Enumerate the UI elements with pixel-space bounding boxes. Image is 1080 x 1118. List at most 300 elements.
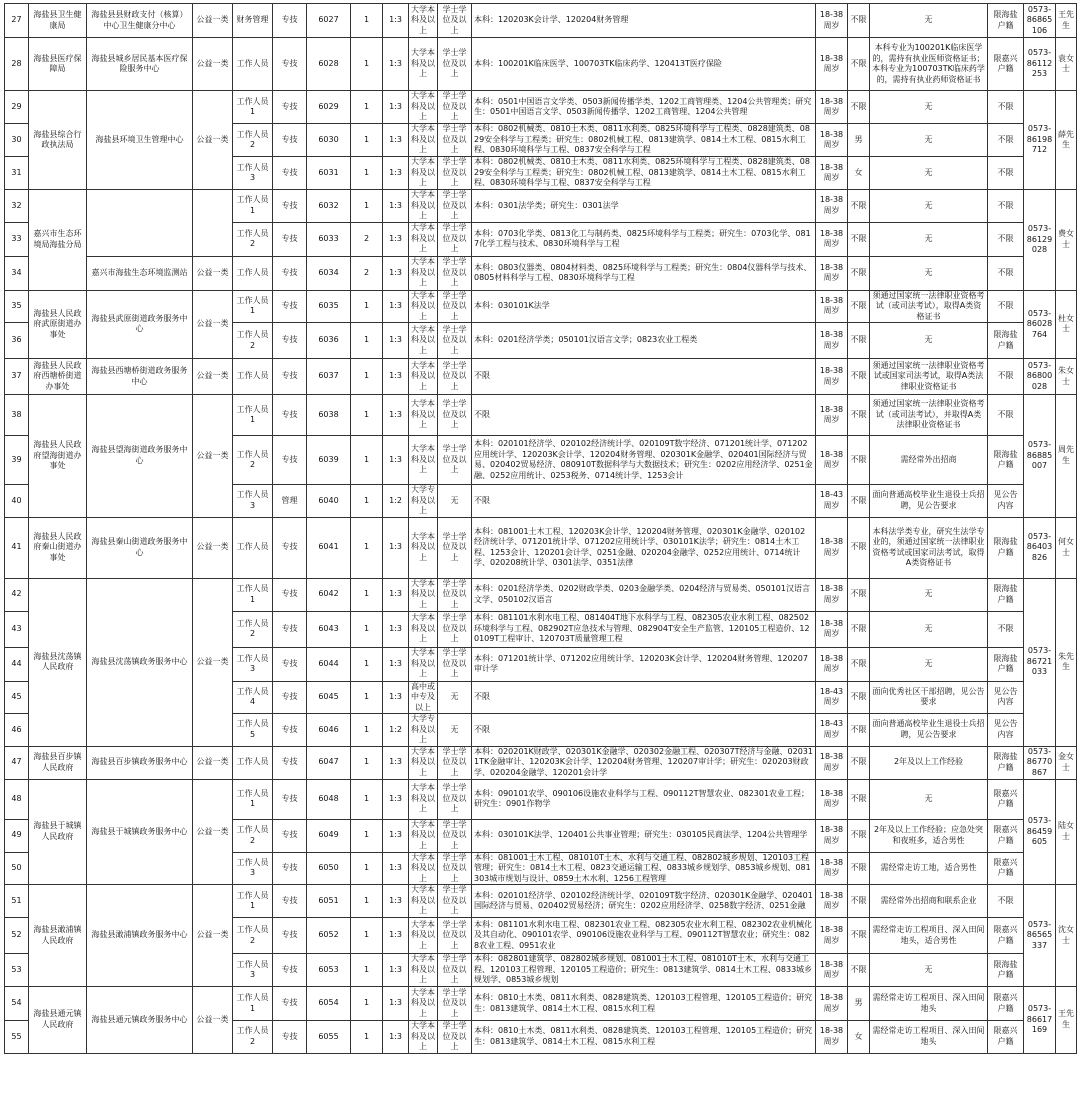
cell-code: 6032: [307, 190, 351, 223]
cell-unit: 海盐县县财政支付（核算）中心卫生健康分中心: [87, 4, 193, 38]
cell-no: 31: [5, 157, 29, 190]
cell-deg: 学士学位及以上: [438, 819, 472, 852]
cell-age: 18-38周岁: [816, 222, 848, 256]
cell-no: 50: [5, 852, 29, 885]
cell-other: 无: [870, 157, 988, 190]
cell-sex: 不限: [848, 91, 870, 124]
recruitment-table: [4, 3, 1077, 1054]
cell-age: 18-38周岁: [816, 323, 848, 359]
cell-type: 专技: [273, 714, 307, 747]
cell-age: 18-38周岁: [816, 852, 848, 885]
cell-edu: 大学本科及以上: [409, 578, 438, 611]
cell-hukou: 限嘉兴户籍: [988, 852, 1024, 885]
cell-code: 6029: [307, 91, 351, 124]
cell-deg: 学士学位及以上: [438, 954, 472, 987]
cell-sex: 不限: [848, 4, 870, 38]
cell-type: 专技: [273, 290, 307, 323]
cell-code: 6050: [307, 852, 351, 885]
cell-cat: 公益一类: [193, 290, 233, 359]
cell-ratio: 1:3: [383, 852, 409, 885]
cell-type: 专技: [273, 779, 307, 819]
cell-age: 18-38周岁: [816, 157, 848, 190]
cell-edu: 大学本科及以上: [409, 222, 438, 256]
cell-sex: 不限: [848, 436, 870, 485]
cell-phone: 0573-86403826: [1024, 517, 1056, 578]
cell-edu: 大学本科及以上: [409, 4, 438, 38]
cell-sex: 不限: [848, 885, 870, 918]
cell-no: 44: [5, 647, 29, 681]
cell-hukou: 见公告内容: [988, 681, 1024, 714]
cell-dept: 海盐县百步镇人民政府: [29, 746, 87, 779]
cell-type: 专技: [273, 517, 307, 578]
cell-sex: 不限: [848, 395, 870, 436]
cell-pos: 工作人员3: [233, 485, 273, 518]
cell-num: 1: [351, 290, 383, 323]
cell-no: 29: [5, 91, 29, 124]
cell-deg: 学士学位及以上: [438, 157, 472, 190]
cell-hukou: 不限: [988, 190, 1024, 223]
cell-code: 6036: [307, 323, 351, 359]
cell-num: 1: [351, 436, 383, 485]
cell-edu: 大学本科及以上: [409, 852, 438, 885]
cell-num: 1: [351, 647, 383, 681]
cell-cat: 公益一类: [193, 4, 233, 38]
cell-cat: 公益一类: [193, 987, 233, 1054]
cell-code: 6042: [307, 578, 351, 611]
cell-deg: 学士学位及以上: [438, 611, 472, 647]
cell-num: 1: [351, 918, 383, 954]
cell-sex: 不限: [848, 819, 870, 852]
cell-other: 无: [870, 954, 988, 987]
cell-contact: 金女士: [1056, 746, 1077, 779]
cell-other: 须通过国家统一法律职业资格考试（或司法考试），取得A类资格证书: [870, 290, 988, 323]
cell-no: 32: [5, 190, 29, 223]
cell-sex: 不限: [848, 918, 870, 954]
cell-other: 需经常外出招商: [870, 436, 988, 485]
cell-ratio: 1:2: [383, 714, 409, 747]
cell-num: 1: [351, 517, 383, 578]
table-row: [5, 578, 1077, 611]
cell-type: 专技: [273, 256, 307, 290]
cell-other: 无: [870, 91, 988, 124]
cell-sex: 女: [848, 157, 870, 190]
cell-unit: 海盐县城乡居民基本医疗保险服务中心: [87, 38, 193, 91]
cell-code: 6031: [307, 157, 351, 190]
cell-other: 须通过国家统一法律职业资格考试或国家司法考试，取得A类法律职业资格证书: [870, 359, 988, 395]
cell-sex: 男: [848, 124, 870, 157]
cell-deg: 学士学位及以上: [438, 746, 472, 779]
cell-num: 1: [351, 819, 383, 852]
cell-sex: 不限: [848, 681, 870, 714]
cell-hukou: 不限: [988, 91, 1024, 124]
cell-type: 专技: [273, 38, 307, 91]
cell-type: 专技: [273, 746, 307, 779]
cell-code: 6046: [307, 714, 351, 747]
cell-ratio: 1:3: [383, 436, 409, 485]
cell-ratio: 1:3: [383, 395, 409, 436]
table-row: [5, 779, 1077, 819]
cell-contact: 朱女士: [1056, 359, 1077, 395]
cell-unit: [87, 190, 193, 257]
cell-deg: 学士学位及以上: [438, 359, 472, 395]
cell-ratio: 1:3: [383, 885, 409, 918]
cell-ratio: 1:3: [383, 681, 409, 714]
cell-no: 39: [5, 436, 29, 485]
cell-contact: 王先生: [1056, 4, 1077, 38]
cell-no: 34: [5, 256, 29, 290]
cell-hukou: 见公告内容: [988, 485, 1024, 518]
cell-deg: 无: [438, 485, 472, 518]
cell-age: 18-38周岁: [816, 4, 848, 38]
cell-ratio: 1:3: [383, 1021, 409, 1054]
cell-age: 18-38周岁: [816, 91, 848, 124]
table-row: [5, 4, 1077, 38]
cell-edu: 高中或中专及以上: [409, 681, 438, 714]
cell-hukou: 限海盐户籍: [988, 578, 1024, 611]
table-row: [5, 91, 1077, 124]
cell-phone: 0573-86800028: [1024, 359, 1056, 395]
cell-no: 48: [5, 779, 29, 819]
cell-ratio: 1:3: [383, 779, 409, 819]
cell-deg: 学士学位及以上: [438, 4, 472, 38]
cell-num: 2: [351, 256, 383, 290]
cell-unit: 海盐县百步镇政务服务中心: [87, 746, 193, 779]
cell-hukou: 不限: [988, 359, 1024, 395]
cell-other: 2年及以上工作经验: [870, 746, 988, 779]
cell-dept: 海盐县澉浦镇人民政府: [29, 885, 87, 987]
cell-deg: 学士学位及以上: [438, 885, 472, 918]
cell-other: 无: [870, 4, 988, 38]
cell-age: 18-38周岁: [816, 987, 848, 1021]
cell-num: 1: [351, 395, 383, 436]
cell-other: 无: [870, 222, 988, 256]
cell-edu: 大学本科及以上: [409, 157, 438, 190]
cell-num: 1: [351, 38, 383, 91]
cell-no: 51: [5, 885, 29, 918]
cell-edu: 大学本科及以上: [409, 987, 438, 1021]
cell-deg: 学士学位及以上: [438, 852, 472, 885]
cell-phone: 0573-86865106: [1024, 4, 1056, 38]
cell-type: 管理: [273, 485, 307, 518]
cell-deg: 学士学位及以上: [438, 256, 472, 290]
cell-contact: 王先生: [1056, 987, 1077, 1054]
cell-num: 1: [351, 611, 383, 647]
cell-cat: 公益一类: [193, 517, 233, 578]
cell-code: 6045: [307, 681, 351, 714]
cell-other: 本科专业为100201K临床医学的，需持有执业医师资格证书；本科专业为100703TK临床药学的，需持有执业药师资格证书: [870, 38, 988, 91]
cell-hukou: 不限: [988, 157, 1024, 190]
cell-other: 2年及以上工作经验；应急处突和夜班多，适合男性: [870, 819, 988, 852]
cell-age: 18-38周岁: [816, 746, 848, 779]
cell-hukou: 限海盐户籍: [988, 436, 1024, 485]
cell-sex: 不限: [848, 190, 870, 223]
cell-other: 无: [870, 124, 988, 157]
cell-other: 无: [870, 779, 988, 819]
cell-no: 55: [5, 1021, 29, 1054]
cell-req: 本科：0810土木类、0811水利类、0828建筑类、120103工程管理、120105工程造价；研究生：0813建筑学、0814土木工程、0815水利工程: [472, 987, 816, 1021]
cell-code: 6040: [307, 485, 351, 518]
cell-phone: 0573-86028764: [1024, 290, 1056, 359]
cell-cat: 公益一类: [193, 91, 233, 190]
cell-sex: 不限: [848, 256, 870, 290]
cell-type: 专技: [273, 918, 307, 954]
cell-type: 专技: [273, 157, 307, 190]
cell-code: 6038: [307, 395, 351, 436]
cell-code: 6054: [307, 987, 351, 1021]
cell-dept: 海盐县人民政府望海街道办事处: [29, 395, 87, 518]
cell-hukou: 限嘉兴户籍: [988, 38, 1024, 91]
cell-type: 专技: [273, 436, 307, 485]
cell-other: 面向普通高校毕业生退役士兵招聘，见公告要求: [870, 714, 988, 747]
cell-req: 本科：030101K法学: [472, 290, 816, 323]
cell-type: 专技: [273, 578, 307, 611]
cell-pos: 工作人员2: [233, 222, 273, 256]
cell-code: 6039: [307, 436, 351, 485]
cell-type: 专技: [273, 1021, 307, 1054]
cell-no: 43: [5, 611, 29, 647]
cell-unit: 海盐县环境卫生管理中心: [87, 91, 193, 190]
cell-edu: 大学本科及以上: [409, 290, 438, 323]
cell-no: 49: [5, 819, 29, 852]
table-body: [5, 4, 1077, 1054]
cell-edu: 大学本科及以上: [409, 256, 438, 290]
cell-req: 本科：081101水利水电工程、081404T地下水科学与工程、082305农业水利工程、082502环境科学与工程、082902T应急技术与管理、082904T安全生产监管、120105工程造价、120109T工程审计、120703T质量管理工程: [472, 611, 816, 647]
cell-hukou: 限嘉兴户籍: [988, 918, 1024, 954]
cell-hukou: 不限: [988, 222, 1024, 256]
cell-code: 6052: [307, 918, 351, 954]
cell-contact: 薛先生: [1056, 91, 1077, 190]
cell-req: 本科：100201K临床医学、100703TK临床药学、120413T医疗保险: [472, 38, 816, 91]
cell-pos: 工作人员3: [233, 852, 273, 885]
cell-req: 本科：120203K会计学、120204财务管理: [472, 4, 816, 38]
cell-sex: 不限: [848, 323, 870, 359]
cell-deg: 无: [438, 681, 472, 714]
cell-deg: 学士学位及以上: [438, 91, 472, 124]
cell-pos: 工作人员1: [233, 578, 273, 611]
cell-age: 18-38周岁: [816, 954, 848, 987]
cell-pos: 工作人员3: [233, 954, 273, 987]
cell-unit: 海盐县于城镇政务服务中心: [87, 779, 193, 885]
cell-edu: 大学本科及以上: [409, 1021, 438, 1054]
cell-unit: 海盐县沈荡镇政务服务中心: [87, 578, 193, 746]
cell-type: 专技: [273, 852, 307, 885]
cell-req: 本科：081001土木工程、081010T土木、水利与交通工程、082802城乡规划、120103工程管理；研究生：0814土木工程、0823交通运输工程、0833城乡规划学、0853城乡规划、081303城市规划与设计、0859土木水利、1256工程管理: [472, 852, 816, 885]
cell-num: 1: [351, 578, 383, 611]
cell-pos: 工作人员1: [233, 885, 273, 918]
cell-req: 本科：081001土木工程、120203K会计学、120204财务管理、020301K金融学、020102经济统计学、071201统计学、071202应用统计学、030101K法学；研究生：0814土木工程、1253会计、120201会计学、0251金融、020204金融学、0252应用统计、0714统计学、020208统计学、0301法学、0351法律: [472, 517, 816, 578]
cell-ratio: 1:3: [383, 819, 409, 852]
cell-deg: 学士学位及以上: [438, 124, 472, 157]
cell-deg: 学士学位及以上: [438, 578, 472, 611]
cell-edu: 大学专科及以上: [409, 714, 438, 747]
cell-code: 6049: [307, 819, 351, 852]
cell-unit: 海盐县通元镇政务服务中心: [87, 987, 193, 1054]
cell-req: 本科：0501中国语言文学类、0503新闻传播学类、1202工商管理类、1204公共管理类；研究生：0501中国语言文学、0503新闻传播学、1202工商管理、1204公共管理: [472, 91, 816, 124]
cell-num: 1: [351, 954, 383, 987]
cell-age: 18-43周岁: [816, 681, 848, 714]
cell-unit: 海盐县澉浦镇政务服务中心: [87, 885, 193, 987]
cell-num: 1: [351, 681, 383, 714]
cell-num: 1: [351, 714, 383, 747]
cell-edu: 大学本科及以上: [409, 359, 438, 395]
cell-unit: 海盐县望海街道政务服务中心: [87, 395, 193, 518]
cell-num: 1: [351, 359, 383, 395]
cell-num: 1: [351, 485, 383, 518]
cell-pos: 工作人员: [233, 517, 273, 578]
cell-pos: 工作人员2: [233, 918, 273, 954]
cell-req: 不限: [472, 714, 816, 747]
cell-num: 1: [351, 852, 383, 885]
cell-req: 本科：0803仪器类、0804材料类、0825环境科学与工程类；研究生：0804仪器科学与技术、0805材料科学与工程、0830环境科学与工程: [472, 256, 816, 290]
cell-phone: 0573-86198712: [1024, 91, 1056, 190]
cell-pos: 财务管理: [233, 4, 273, 38]
cell-no: 54: [5, 987, 29, 1021]
cell-num: 1: [351, 91, 383, 124]
cell-num: 1: [351, 124, 383, 157]
cell-type: 专技: [273, 819, 307, 852]
cell-age: 18-38周岁: [816, 611, 848, 647]
cell-other: 需经常走访工地，适合男性: [870, 852, 988, 885]
table-row: [5, 190, 1077, 223]
cell-code: 6037: [307, 359, 351, 395]
cell-hukou: 限嘉兴户籍: [988, 779, 1024, 819]
cell-ratio: 1:3: [383, 190, 409, 223]
cell-dept: 海盐县人民政府秦山街道办事处: [29, 517, 87, 578]
cell-hukou: 限海盐户籍: [988, 746, 1024, 779]
cell-age: 18-38周岁: [816, 436, 848, 485]
cell-edu: 大学本科及以上: [409, 395, 438, 436]
cell-dept: 海盐县医疗保障局: [29, 38, 87, 91]
cell-unit: 海盐县武原街道政务服务中心: [87, 290, 193, 359]
cell-age: 18-43周岁: [816, 714, 848, 747]
cell-other: 需经常走访工程项目、深入田间地头: [870, 987, 988, 1021]
cell-req: 本科：020201K财政学、020301K金融学、020302金融工程、020307T经济与金融、020311TK金融审计、120203K会计学、120204财务管理、120207审计学；研究生：020203财政学、020204金融学、120201会计学: [472, 746, 816, 779]
table-row: [5, 885, 1077, 918]
cell-dept: 海盐县通元镇人民政府: [29, 987, 87, 1054]
cell-age: 18-38周岁: [816, 779, 848, 819]
cell-deg: 学士学位及以上: [438, 987, 472, 1021]
cell-age: 18-38周岁: [816, 918, 848, 954]
cell-sex: 不限: [848, 517, 870, 578]
cell-phone: 0573-86112253: [1024, 38, 1056, 91]
cell-sex: 不限: [848, 714, 870, 747]
cell-type: 专技: [273, 395, 307, 436]
cell-deg: 学士学位及以上: [438, 779, 472, 819]
cell-deg: 学士学位及以上: [438, 395, 472, 436]
cell-code: 6051: [307, 885, 351, 918]
cell-phone: 0573-86459605: [1024, 779, 1056, 885]
cell-edu: 大学本科及以上: [409, 436, 438, 485]
cell-req: 本科：0810土木类、0811水利类、0828建筑类、120103工程管理、120105工程造价；研究生：0813建筑学、0814土木工程、0815水利工程: [472, 1021, 816, 1054]
table-row: [5, 517, 1077, 578]
cell-edu: 大学本科及以上: [409, 190, 438, 223]
cell-phone: 0573-86770867: [1024, 746, 1056, 779]
cell-code: 6048: [307, 779, 351, 819]
cell-pos: 工作人员5: [233, 714, 273, 747]
cell-type: 专技: [273, 647, 307, 681]
cell-sex: 不限: [848, 746, 870, 779]
cell-type: 专技: [273, 681, 307, 714]
cell-pos: 工作人员2: [233, 436, 273, 485]
cell-sex: 不限: [848, 38, 870, 91]
cell-num: 2: [351, 222, 383, 256]
cell-age: 18-38周岁: [816, 885, 848, 918]
cell-deg: 学士学位及以上: [438, 222, 472, 256]
cell-no: 47: [5, 746, 29, 779]
cell-no: 46: [5, 714, 29, 747]
cell-req: 本科：0201经济学类、0202财政学类、0203金融学类、0204经济与贸易类、050101汉语言文学、050102汉语言: [472, 578, 816, 611]
cell-num: 1: [351, 987, 383, 1021]
cell-pos: 工作人员2: [233, 819, 273, 852]
cell-edu: 大学本科及以上: [409, 819, 438, 852]
cell-age: 18-38周岁: [816, 359, 848, 395]
cell-req: 不限: [472, 485, 816, 518]
cell-deg: 学士学位及以上: [438, 38, 472, 91]
cell-other: 需经常外出招商和联系企业: [870, 885, 988, 918]
cell-sex: 不限: [848, 954, 870, 987]
cell-no: 52: [5, 918, 29, 954]
cell-phone: 0573-86885007: [1024, 395, 1056, 518]
cell-ratio: 1:3: [383, 611, 409, 647]
cell-sex: 不限: [848, 852, 870, 885]
cell-sex: 不限: [848, 578, 870, 611]
cell-pos: 工作人员: [233, 38, 273, 91]
table-row: [5, 290, 1077, 323]
cell-cat: 公益一类: [193, 256, 233, 290]
cell-no: 27: [5, 4, 29, 38]
cell-hukou: 限嘉兴户籍: [988, 987, 1024, 1021]
cell-deg: 无: [438, 714, 472, 747]
cell-deg: 学士学位及以上: [438, 1021, 472, 1054]
cell-sex: 男: [848, 987, 870, 1021]
cell-code: 6033: [307, 222, 351, 256]
cell-hukou: 不限: [988, 124, 1024, 157]
cell-code: 6053: [307, 954, 351, 987]
cell-contact: 何女士: [1056, 517, 1077, 578]
cell-dept: 海盐县于城镇人民政府: [29, 779, 87, 885]
cell-ratio: 1:3: [383, 157, 409, 190]
cell-sex: 女: [848, 1021, 870, 1054]
cell-no: 33: [5, 222, 29, 256]
cell-no: 45: [5, 681, 29, 714]
cell-pos: 工作人员2: [233, 1021, 273, 1054]
cell-other: 需经常走访工程项目、深入田间地头: [870, 1021, 988, 1054]
cell-phone: 0573-86721033: [1024, 578, 1056, 746]
cell-hukou: 见公告内容: [988, 714, 1024, 747]
cell-num: 1: [351, 1021, 383, 1054]
cell-hukou: 不限: [988, 290, 1024, 323]
cell-sex: 不限: [848, 611, 870, 647]
cell-type: 专技: [273, 323, 307, 359]
cell-type: 专技: [273, 885, 307, 918]
cell-contact: 朱先生: [1056, 578, 1077, 746]
cell-hukou: 限海盐户籍: [988, 4, 1024, 38]
cell-type: 专技: [273, 124, 307, 157]
cell-hukou: 限海盐户籍: [988, 647, 1024, 681]
cell-hukou: 不限: [988, 611, 1024, 647]
cell-other: 无: [870, 190, 988, 223]
cell-edu: 大学本科及以上: [409, 954, 438, 987]
cell-edu: 大学本科及以上: [409, 779, 438, 819]
cell-ratio: 1:3: [383, 91, 409, 124]
cell-num: 1: [351, 157, 383, 190]
cell-dept: 海盐县综合行政执法局: [29, 91, 87, 190]
cell-pos: 工作人员1: [233, 987, 273, 1021]
cell-sex: 不限: [848, 485, 870, 518]
cell-ratio: 1:3: [383, 38, 409, 91]
cell-unit: 海盐县西塘桥街道政务服务中心: [87, 359, 193, 395]
cell-other: 无: [870, 647, 988, 681]
